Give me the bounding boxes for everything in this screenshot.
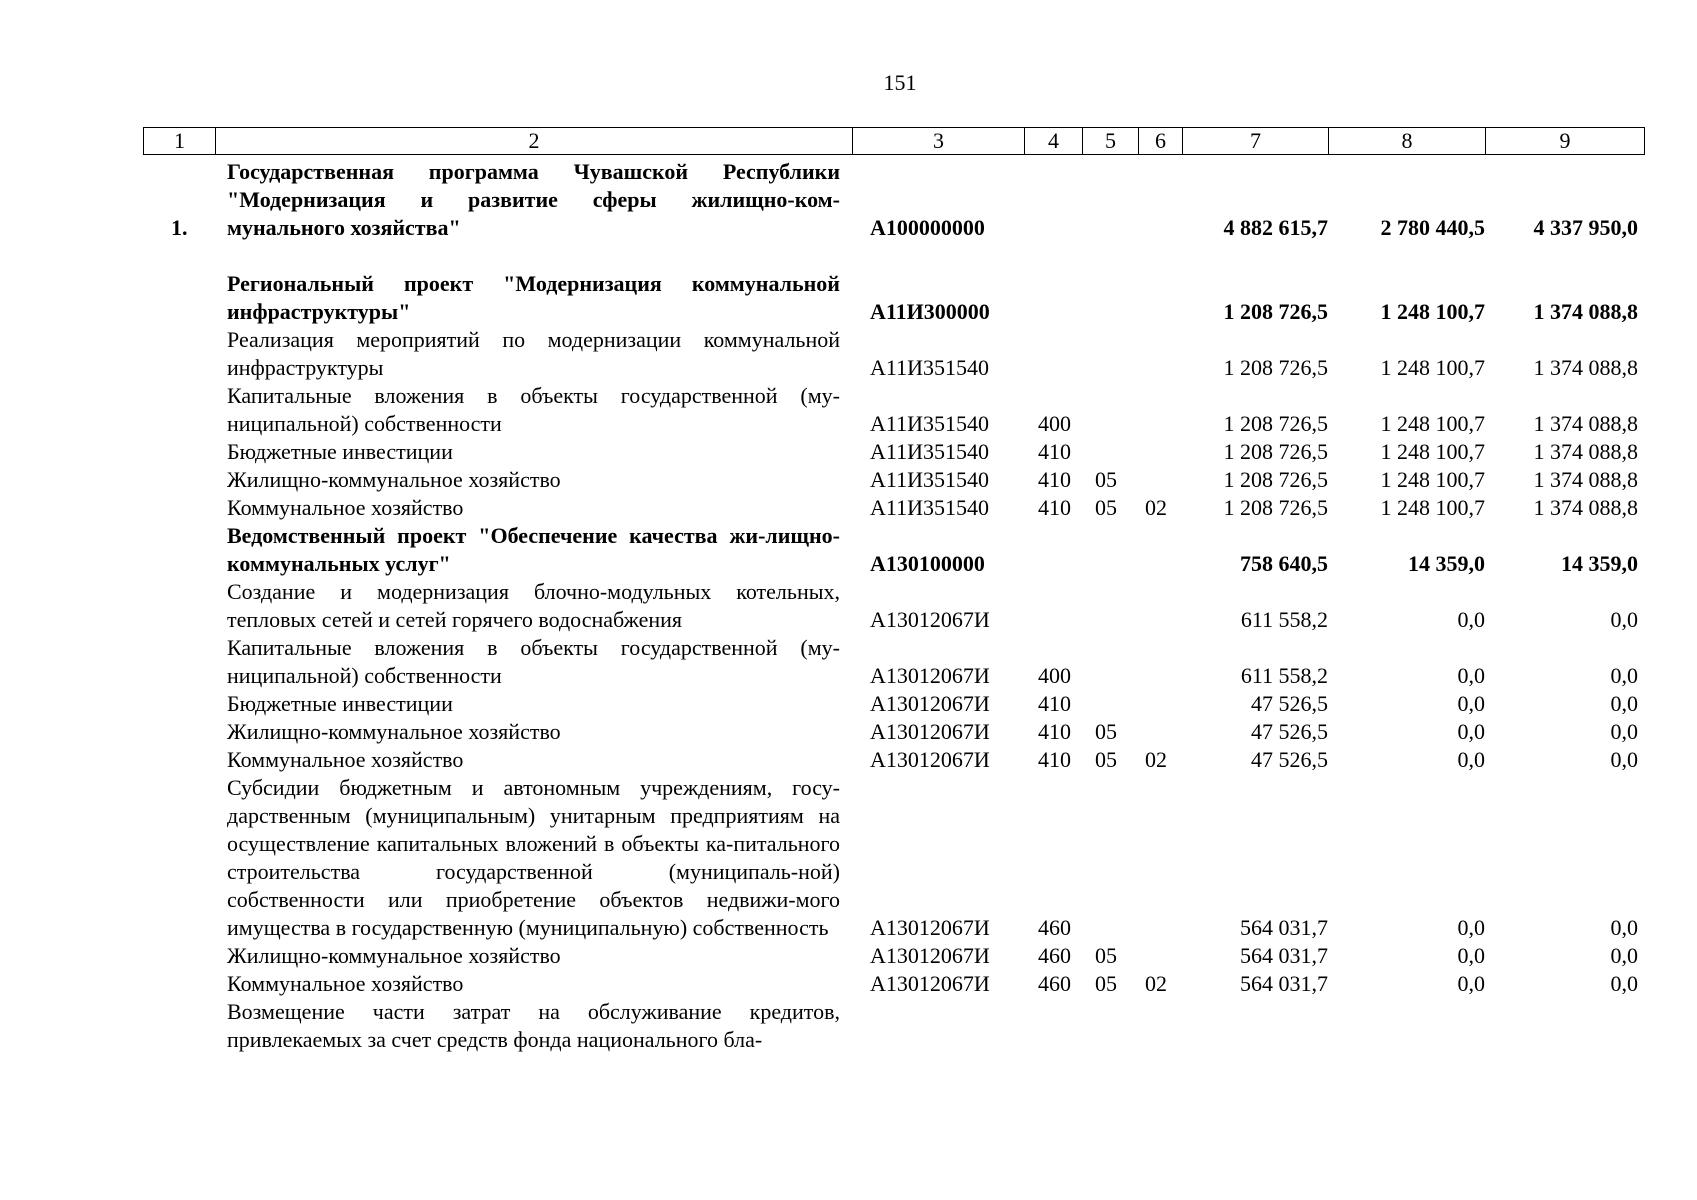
amount-year-3: 1 374 088,8 (1533, 439, 1638, 464)
expense-type: 460 (1038, 971, 1071, 996)
column-header-9: 9 (1486, 128, 1645, 155)
amount-year-2: 1 248 100,7 (1380, 467, 1485, 492)
amount-year-1: 1 208 726,5 (1223, 495, 1328, 520)
amount-year-3: 1 374 088,8 (1533, 467, 1638, 492)
amount-year-1: 564 031,7 (1240, 971, 1328, 996)
amount-year-3: 0,0 (1610, 691, 1638, 716)
amount-year-1: 611 558,2 (1240, 663, 1328, 688)
table-row (143, 634, 1638, 690)
row-name: Бюджетные инвестиции (227, 439, 453, 464)
row-name: Возмещение части затрат на обслуживание кредитов, привлекаемых за счет средств фонда национального бла- (227, 999, 840, 1052)
amount-year-3: 0,0 (1610, 747, 1638, 772)
amount-year-2: 14 359,0 (1408, 551, 1485, 576)
section-code: 05 (1095, 467, 1117, 492)
amount-year-1: 1 208 726,5 (1223, 299, 1328, 324)
amount-year-1: 611 558,2 (1240, 607, 1328, 632)
amount-year-2: 0,0 (1457, 747, 1485, 772)
target-code: А11И351540 (870, 467, 989, 492)
row-name: Жилищно-коммунальное хозяйство (227, 719, 561, 744)
amount-year-1: 1 208 726,5 (1223, 411, 1328, 436)
expense-type: 460 (1038, 943, 1071, 968)
row-name: Бюджетные инвестиции (227, 691, 453, 716)
section-code: 05 (1095, 943, 1117, 968)
row-name: Ведомственный проект "Обеспечение качества жи-лищно-коммунальных услуг" (227, 523, 840, 576)
column-header-1: 1 (144, 128, 216, 155)
target-code: А11И300000 (870, 299, 990, 324)
target-code: А13012067И (870, 747, 990, 772)
subsection-code: 02 (1145, 971, 1167, 996)
amount-year-2: 2 780 440,5 (1380, 215, 1485, 240)
row-name: Государственная программа Чувашской Республики "Модернизация и развитие сферы жилищно-ком-мунального хозяйства" (227, 159, 840, 240)
amount-year-2: 0,0 (1457, 663, 1485, 688)
amount-year-2: 0,0 (1457, 719, 1485, 744)
column-header-row (144, 128, 1645, 155)
target-code: А13012067И (870, 663, 990, 688)
table-row (143, 578, 1638, 634)
row-name: Реализация мероприятий по модернизации коммунальной инфраструктуры (227, 327, 840, 380)
expense-type: 410 (1038, 467, 1071, 492)
target-code: А11И351540 (870, 495, 989, 520)
expense-type: 410 (1038, 439, 1071, 464)
amount-year-2: 0,0 (1457, 607, 1485, 632)
amount-year-2: 0,0 (1457, 971, 1485, 996)
amount-year-1: 1 208 726,5 (1223, 439, 1328, 464)
target-code: А13012067И (870, 915, 990, 940)
amount-year-3: 1 374 088,8 (1533, 411, 1638, 436)
page-number: 151 (883, 70, 917, 95)
amount-year-2: 0,0 (1457, 943, 1485, 968)
table-row (143, 970, 1638, 998)
amount-year-1: 1 208 726,5 (1223, 355, 1328, 380)
amount-year-3: 0,0 (1610, 915, 1638, 940)
column-header-6: 6 (1139, 128, 1183, 155)
row-name: Региональный проект "Модернизация коммунальной инфраструктуры" (227, 271, 840, 324)
table-row (143, 690, 1638, 718)
expense-type: 410 (1038, 495, 1071, 520)
section-code: 05 (1095, 971, 1117, 996)
column-header-8: 8 (1329, 128, 1486, 155)
amount-year-2: 1 248 100,7 (1380, 411, 1485, 436)
amount-year-2: 1 248 100,7 (1380, 439, 1485, 464)
target-code: А13012067И (870, 607, 990, 632)
amount-year-1: 47 526,5 (1251, 691, 1328, 716)
target-code: А13012067И (870, 971, 990, 996)
table-row (143, 270, 1638, 326)
row-name: Капитальные вложения в объекты государственной (му-ниципальной) собственности (227, 383, 840, 436)
table-row (143, 522, 1638, 578)
amount-year-3: 0,0 (1610, 943, 1638, 968)
row-name: Коммунальное хозяйство (227, 495, 464, 520)
target-code: А130100000 (870, 551, 985, 576)
table-row (143, 718, 1638, 746)
table-row (143, 774, 1638, 942)
row-name: Капитальные вложения в объекты государственной (му-ниципальной) собственности (227, 635, 840, 688)
amount-year-1: 564 031,7 (1240, 915, 1328, 940)
amount-year-2: 1 248 100,7 (1380, 495, 1485, 520)
column-header-table (143, 127, 1645, 155)
amount-year-2: 0,0 (1457, 915, 1485, 940)
table-row (143, 746, 1638, 774)
row-name: Коммунальное хозяйство (227, 747, 464, 772)
amount-year-1: 47 526,5 (1251, 719, 1328, 744)
amount-year-3: 0,0 (1610, 607, 1638, 632)
row-spacer (143, 242, 1638, 270)
target-code: А11И351540 (870, 411, 989, 436)
amount-year-2: 1 248 100,7 (1380, 355, 1485, 380)
amount-year-3: 4 337 950,0 (1533, 215, 1638, 240)
target-code: А13012067И (870, 691, 990, 716)
column-header-7: 7 (1183, 128, 1329, 155)
target-code: А11И351540 (870, 355, 989, 380)
amount-year-1: 4 882 615,7 (1223, 215, 1328, 240)
expense-type: 400 (1038, 663, 1071, 688)
expense-type: 410 (1038, 719, 1071, 744)
subsection-code: 02 (1145, 747, 1167, 772)
section-code: 05 (1095, 495, 1117, 520)
section-code: 05 (1095, 747, 1117, 772)
target-code: А13012067И (870, 943, 990, 968)
table-row (143, 494, 1638, 522)
amount-year-3: 0,0 (1610, 719, 1638, 744)
column-header-5: 5 (1083, 128, 1139, 155)
table-row (143, 466, 1638, 494)
amount-year-3: 0,0 (1610, 663, 1638, 688)
table-row (143, 326, 1638, 382)
table-row (143, 158, 1638, 242)
amount-year-3: 1 374 088,8 (1533, 495, 1638, 520)
section-code: 05 (1095, 719, 1117, 744)
table-row (143, 942, 1638, 970)
amount-year-2: 1 248 100,7 (1380, 299, 1485, 324)
row-name: Создание и модернизация блочно-модульных котельных, тепловых сетей и сетей горячего водоснабжения (227, 579, 840, 632)
row-name: Субсидии бюджетным и автономным учреждениям, госу-дарственным (муниципальным) унитарным предприятиям на осуществление капитальных вложений в объекты ка-питального строительства государственной (муниципаль-ной) собственности или приобретение объектов недвижи-мого имущества в государственную (муниципальную) собственность (227, 775, 840, 940)
table-row (143, 998, 1638, 1054)
amount-year-3: 0,0 (1610, 971, 1638, 996)
table-row (143, 438, 1638, 466)
column-header-4: 4 (1025, 128, 1083, 155)
table-row (143, 382, 1638, 438)
amount-year-3: 14 359,0 (1561, 551, 1638, 576)
amount-year-3: 1 374 088,8 (1533, 299, 1638, 324)
amount-year-1: 47 526,5 (1251, 747, 1328, 772)
target-code: А11И351540 (870, 439, 989, 464)
amount-year-1: 758 640,5 (1240, 551, 1328, 576)
expense-type: 410 (1038, 747, 1071, 772)
expense-type: 400 (1038, 411, 1071, 436)
amount-year-2: 0,0 (1457, 691, 1485, 716)
row-name: Коммунальное хозяйство (227, 971, 464, 996)
subsection-code: 02 (1145, 495, 1167, 520)
amount-year-3: 1 374 088,8 (1533, 355, 1638, 380)
target-code: А100000000 (870, 215, 985, 240)
row-name: Жилищно-коммунальное хозяйство (227, 467, 561, 492)
column-header-2: 2 (216, 128, 853, 155)
expense-type: 460 (1038, 915, 1071, 940)
row-number: 1. (171, 215, 188, 240)
amount-year-1: 1 208 726,5 (1223, 467, 1328, 492)
expense-type: 410 (1038, 691, 1071, 716)
target-code: А13012067И (870, 719, 990, 744)
table-body (143, 158, 1638, 1054)
row-name: Жилищно-коммунальное хозяйство (227, 943, 561, 968)
amount-year-1: 564 031,7 (1240, 943, 1328, 968)
column-header-3: 3 (853, 128, 1025, 155)
